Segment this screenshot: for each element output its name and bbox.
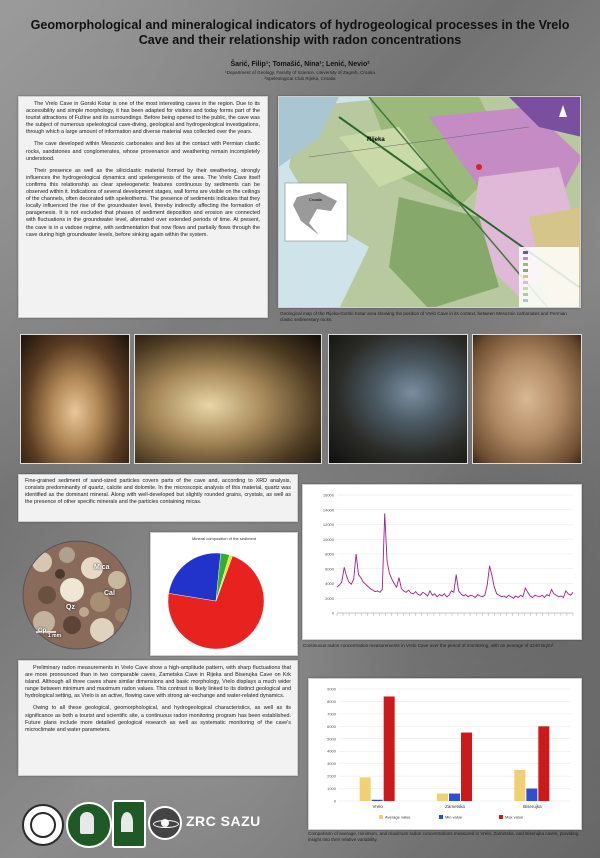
legend-swatch: [439, 815, 443, 819]
logo-zrc-atom: [148, 806, 182, 840]
intro-text: [26, 101, 260, 239]
y-tick-label: 4000: [327, 748, 336, 754]
radon-paragraph-2: Owing to all these geological, geomorphological, and hydrogeological characteristics, as well as its significance as both a tourist and scientific site, a continuous radon monitoring program has been established. Future plans include more detailed geological research as well as systematic monitoring of the cave's microclimate and water parameters.: [25, 705, 291, 733]
sediment-text-panel: [18, 474, 298, 522]
radon-line-chart: [303, 485, 581, 639]
micro-scale-label: 1 mm: [48, 633, 62, 639]
radon-line-caption: Continuous radon concentration measurements in Vrelo Cave over the period of monitoring, with an average of 4240 Bq/m³.: [303, 643, 555, 648]
legend-label: Average value: [385, 814, 411, 820]
logo-society: [112, 800, 146, 848]
radon-text-panel: [18, 660, 298, 776]
bar-biserujka-1: [526, 789, 537, 801]
y-tick-label: 0: [331, 610, 334, 616]
y-tick-label: 1000: [327, 786, 336, 792]
poster-title: Geomorphological and mineralogical indicators of hydrogeological processes in the Vrelo Cave and their relationship with radon concentrations: [30, 18, 570, 47]
y-tick-label: 3000: [327, 761, 336, 767]
y-tick-label: 16000: [322, 492, 334, 498]
bar-vrelo-0: [360, 777, 371, 801]
cave-photo-2: [134, 334, 322, 464]
sediment-text: Fine-grained sediment of sand-sized particles covers parts of the cave and, according to XRD analysis, consists predominantly of quartz, calcite and dolomite. In the microscopic analysis of this material, quartz was identified as the dominant mineral. Along with well-developed but slightly rounded grains, crystals, as well as the presence of other specific minerals and the particles containing micas.: [25, 478, 291, 506]
y-tick-label: 6000: [327, 723, 336, 729]
intro-paragraph-3: Their presence as well as the siliciclastic material formed by their weathering, strongly influences the hydrogeological dynamics and speleogenesis of the area. The Vrelo Cave itself confirms this relationship as clear speleogenetic features continuous by sediments can be observed within it. Indications of several development stages, wall forms are visible on the ceilings of the channels, often decorated with speleothems. The presence of sediments indicates that they locally influenced the rise of the groundwater level, thereby indirectly affecting the formation of paragenesis. It is not excluded that phases of sediment deposition and erosion are connected with fluctuations in the groundwater level, alternated over extended periods of time. At present, the cave is in a vadose regime, with sedimentation that now flows and partially flows through the cave during high groundwater levels, before sinking again within the system.: [26, 167, 261, 238]
radon-paragraph-1: Preliminary radon measurements in Vrelo Cave show a high-amplitude pattern, with sharp fluctuations that are more pronounced than in two comparable caves, Zametska Cave in Rijeka and Biserujka Cave on Krk island. Although all three caves share similar dimensions and basic morphology, Vrelo displays a much wider range between minimum and maximum radon values. This contrast is likely linked to its distinct geological and hydrological setting, as Vrelo is an active, flowing cave with strong air-exchange and water-related dynamics.: [25, 665, 291, 700]
bar-biserujka-0: [514, 770, 525, 801]
x-category-label: Biserujka: [523, 804, 542, 809]
y-tick-label: 7000: [327, 711, 336, 717]
x-category-label: Vrelo: [372, 804, 383, 809]
map-graphic: [279, 97, 581, 308]
pie-title: Mineral composition of the sediment: [191, 536, 257, 541]
bar-vrelo-2: [384, 696, 395, 801]
legend-label: Min value: [445, 814, 463, 820]
y-tick-label: 10000: [322, 536, 334, 542]
affiliation-1: ¹Department of Geology, Faculty of Science, University of Zagreb, Croatia: [225, 70, 375, 75]
pie-chart: [164, 549, 268, 653]
x-category-label: Zametska: [445, 804, 465, 809]
y-tick-label: 8000: [325, 551, 334, 557]
map-label-rijeka: Rijeka: [367, 137, 385, 143]
bar-chart: [309, 679, 581, 829]
y-tick-label: 2000: [325, 595, 334, 601]
pie-slice-calcite: [169, 553, 221, 601]
bar-chart-panel: [308, 678, 582, 830]
map-caption: Geological map of the Rijeka-Gorski Kotar area showing the position of Vrelo Cave in its context, between Mesozoic carbonates and Permian clastic sedimentary rocks.: [280, 311, 567, 322]
bar-biserujka-2: [538, 726, 549, 801]
y-tick-label: 8000: [327, 698, 336, 704]
y-tick-label: 6000: [325, 566, 334, 572]
radon-series-line: [337, 513, 573, 598]
legend-label: Max value: [505, 814, 524, 820]
y-tick-label: 9000: [327, 686, 336, 692]
affiliation-2: ²Speleological Club Rijeka, Croatia: [264, 76, 336, 81]
legend-swatch: [499, 815, 503, 819]
micro-label-cal: Cal: [104, 590, 115, 597]
author-list: Šarić, Filip¹; Tomašić, Nina¹; Lenić, Nevio²: [230, 61, 370, 68]
intro-paragraph-2: The cave developed within Mesozoic carbonates and lies at the contact with Permian clastic rocks, sandstones and conglomerates, whose provenance and weathering remain incompletely understood.: [26, 141, 260, 162]
bar-zametska-0: [437, 794, 448, 801]
bar-chart-caption: Comparison of average, minimum, and maximum radon concentrations measured in Vrelo, Zametska, and Biserujka caves, providing insight into their relative variability.: [308, 831, 579, 842]
logo-speleo-club: [66, 802, 112, 848]
radon-text: [25, 665, 291, 734]
cave-photo-3: [328, 334, 468, 464]
y-tick-label: 5000: [327, 736, 336, 742]
bar-vrelo-1: [372, 800, 383, 801]
y-tick-label: 0: [333, 798, 336, 804]
bar-zametska-2: [461, 733, 472, 801]
radon-line-panel: [302, 484, 582, 640]
legend-swatch: [379, 815, 383, 819]
geological-map: [278, 96, 581, 308]
y-tick-label: 2000: [327, 773, 336, 779]
cave-location-marker: [476, 164, 482, 170]
pie-chart-panel: [150, 532, 298, 656]
logo-university: [22, 804, 64, 846]
micro-label-mica: Mica: [94, 564, 110, 571]
intro-panel: [18, 96, 268, 318]
map-label-croatia: Croatia: [309, 197, 322, 202]
intro-paragraph-1: The Vrelo Cave in Gorski Kotar is one of the most interesting caves in the region. Due to its accessibility and simple morphology, it has been adapted for visitors and today forms part of the tourist attractions of Fužine and its surroundings. Before being opened to the public, the cave was the subject of numerous speleological cave-diving, geological and hydrogeological investigations, through which a large amount of information and diverse material was collected over the years.: [26, 101, 260, 136]
micro-label-qz: Qz: [66, 604, 75, 611]
y-tick-label: 4000: [325, 581, 334, 586]
cave-photo-4: [472, 334, 582, 464]
affiliations: [0, 70, 600, 82]
y-tick-label: 14000: [322, 507, 334, 513]
bar-zametska-1: [449, 794, 460, 801]
y-tick-label: 12000: [322, 522, 334, 527]
micro-label-gp: Gp: [38, 628, 47, 634]
logo-zrc-sazu-text: ZRC SAZU: [186, 813, 261, 829]
cave-photo-1: [20, 334, 130, 464]
